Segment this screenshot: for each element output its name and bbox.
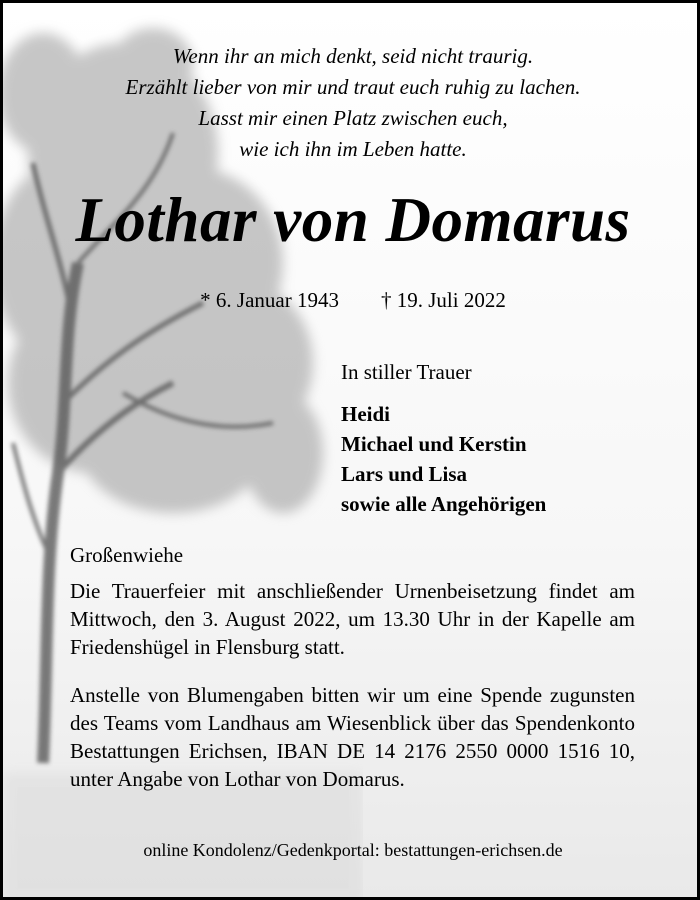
donation-paragraph: Anstelle von Blumengaben bitten wir um eine Spende zugunsten des Teams vom Landhaus am Wiesenblick über das Spendenkonto Bestattungen Erichsen, IBAN DE 14 2176 2550 0000 1516 10, unter Angabe von Lothar von Domarus. — [70, 683, 635, 791]
mourner-name: Lars und Lisa — [341, 462, 468, 486]
mourners-intro: In stiller Trauer — [341, 360, 472, 384]
poem-line: Wenn ihr an mich denkt, seid nicht traurig. — [172, 44, 534, 68]
mourner-name: Michael und Kerstin — [341, 432, 527, 456]
condolence-portal-footer: online Kondolenz/Gedenkportal: bestattungen-erichsen.de — [143, 840, 563, 860]
mourner-name: sowie alle Angehörigen — [341, 492, 547, 516]
obituary-content — [3, 3, 700, 900]
death-date: † 19. Juli 2022 — [380, 288, 506, 312]
funeral-details-paragraph: Die Trauerfeier mit anschließender Urnenbeisetzung findet am Mittwoch, den 3. August 2022, um 13.30 Uhr in der Kapelle am Friedenshügel in Flensburg statt. — [70, 579, 635, 659]
life-dates — [3, 286, 700, 314]
poem-line: Erzählt lieber von mir und traut euch ruhig zu lachen. — [125, 75, 581, 99]
mourner-name: Heidi — [341, 402, 391, 426]
place-name: Großenwiehe — [70, 543, 184, 567]
mourners-block — [341, 358, 546, 519]
deceased-name: Lothar von Domarus — [75, 185, 631, 255]
poem-line: Lasst mir einen Platz zwischen euch, — [198, 106, 508, 130]
memorial-poem — [3, 41, 700, 165]
birth-date: * 6. Januar 1943 — [200, 288, 339, 312]
poem-line: wie ich ihn im Leben hatte. — [239, 137, 467, 161]
